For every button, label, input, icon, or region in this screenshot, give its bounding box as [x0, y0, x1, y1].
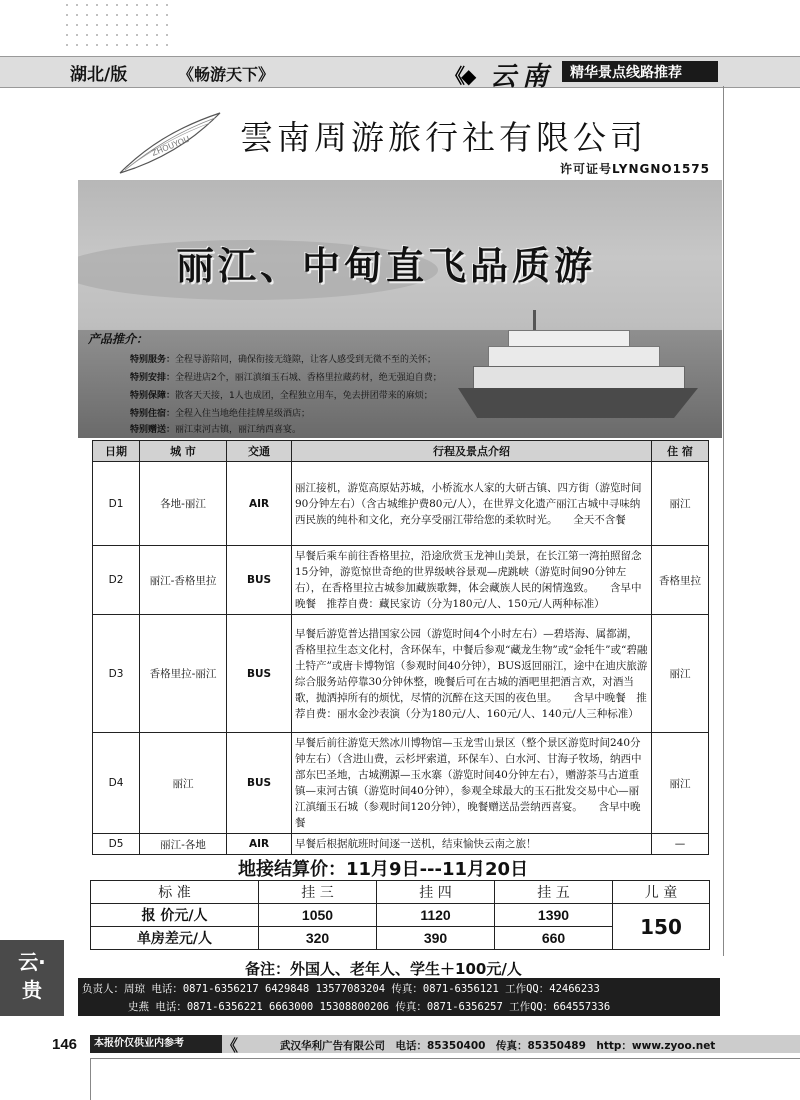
col-header-day: 日期: [93, 441, 140, 462]
table-row: [93, 615, 709, 733]
photo-banner: [78, 180, 722, 438]
transport-cell: BUS: [227, 733, 292, 834]
transport-cell: AIR: [227, 834, 292, 855]
price-header: 儿 童: [613, 881, 710, 904]
col-header-city: 城 市: [140, 441, 227, 462]
desc-cell: 早餐后游览普达措国家公园（游览时间4个小时左右）—碧塔海、属都湖，香格里拉生态文化村，含环保车，中餐后参观“藏龙生物”或“金牦牛”或“碧融土特产”或唐卡博物馆（参观时间40分钟），BUS返回丽江，途中在迪庆旅游综合服务站停靠30分钟休整，晚餐后可在古城的酒吧里把酒言欢，对酒当歌，抛洒掉所有的烦忧，尽情的沉醉在这天国的夜色里。 含早中晚餐 推荐自费：丽水金沙表演（分为180元/人、160元/人、140元/人三种标准）: [292, 615, 652, 733]
arrow-icon: 《◆: [445, 64, 473, 88]
stay-cell: 丽江: [652, 733, 709, 834]
stay-cell: 香格里拉: [652, 546, 709, 615]
col-header-transport: 交通: [227, 441, 292, 462]
side-tab-label: 云·贵: [18, 950, 46, 1002]
intro-title: 产品推介：: [88, 332, 149, 346]
table-row: [93, 834, 709, 855]
contact-line: 负责人：周琼 电话：0871-6356217 6429848 13577083204 传真：0871-6356121 工作QQ：42466233: [82, 983, 600, 995]
price-label: 报 价元/人: [91, 904, 259, 927]
price-value: 1050: [259, 904, 377, 927]
price-value: 660: [495, 927, 613, 950]
city-cell: 丽江-香格里拉: [140, 546, 227, 615]
day-cell: D4: [93, 733, 140, 834]
price-table: [90, 880, 710, 950]
contacts-bar: [78, 978, 720, 1016]
transport-cell: BUS: [227, 615, 292, 733]
region-side-tab: [0, 940, 64, 1016]
city-cell: 香格里拉-丽江: [140, 615, 227, 733]
table-row: [93, 733, 709, 834]
dot-grid: [62, 0, 172, 52]
city-cell: 丽江: [140, 733, 227, 834]
stay-cell: 丽江: [652, 462, 709, 546]
price-value: 320: [259, 927, 377, 950]
stay-cell: 丽江: [652, 615, 709, 733]
price-header: 挂 四: [377, 881, 495, 904]
col-header-stay: 住 宿: [652, 441, 709, 462]
tour-headline: 丽江、中甸直飞品质游: [176, 244, 597, 288]
region-title: 云南: [490, 62, 555, 92]
feature-item: 特别安排：全程进店2个，丽江滇缅玉石城、香格里拉藏药材，绝无强迫自费；: [130, 373, 442, 383]
transport-cell: BUS: [227, 546, 292, 615]
price-value: 1390: [495, 904, 613, 927]
day-cell: D1: [93, 462, 140, 546]
city-cell: 丽江-各地: [140, 834, 227, 855]
footer-agency-info: 武汉华利广告有限公司 电话：85350400 传真：85350489 http：www.zyoo.net: [280, 1040, 716, 1052]
table-row: [93, 546, 709, 615]
price-value: 1120: [377, 904, 495, 927]
itinerary-table: [92, 440, 709, 855]
feature-item: 特别住宿：全程入住当地绝佳挂牌星级酒店；: [130, 409, 311, 419]
chevron-left-icon: 《: [222, 1036, 235, 1055]
transport-cell: AIR: [227, 462, 292, 546]
table-header-row: [93, 441, 709, 462]
day-cell: D5: [93, 834, 140, 855]
boat-hull: [458, 388, 698, 418]
contact-line: 史燕 电话：0871-6356221 6663000 15308800206 传真：0871-6356257 工作QQ：664557336: [128, 1001, 611, 1013]
price-header: 挂 五: [495, 881, 613, 904]
city-cell: 各地-丽江: [140, 462, 227, 546]
tagline: 精华景点线路推荐: [570, 65, 682, 81]
price-header: 挂 三: [259, 881, 377, 904]
desc-cell: 早餐后根据航班时间逐一送机，结束愉快云南之旅！: [292, 834, 652, 855]
price-label: 单房差元/人: [91, 927, 259, 950]
price-title: 地接结算价：11月9日---11月20日: [238, 859, 529, 880]
logo-text: ZHOUYOU: [150, 134, 192, 158]
child-price: 150: [613, 904, 710, 950]
divider: [90, 1058, 800, 1059]
price-header-row: [91, 881, 710, 904]
page-number: 146: [52, 1036, 78, 1053]
desc-cell: 丽江接机，游览高原姑苏城，小桥流水人家的大研古镇、四方街（游览时间90分钟左右）（含古城维护费80元/人），在世界文化遗产丽江古城中寻味纳西民族的纯朴和文化，充分享受丽江带给您的柔软时光。 全天不含餐: [292, 462, 652, 546]
price-header: 标 准: [91, 881, 259, 904]
feature-item: 特别服务：全程导游陪同，确保衔接无缝隙，让客人感受到无微不至的关怀；: [130, 355, 437, 365]
desc-cell: 早餐后乘车前往香格里拉，沿途欣赏玉龙神山美景，在长江第一湾拍照留念15分钟，游览惊世奇绝的世界级峡谷景观—虎跳峡（游览时间90分钟左右），在香格里拉古城参加藏族歌舞，体会藏族人民的闲情逸致。 含早中晚餐 推荐自费：藏民家访（分为180元/人、150元/人两种标准）: [292, 546, 652, 615]
company-name: 雲南周游旅行社有限公司: [240, 118, 647, 157]
footer-disclaimer: 本报价仅供业内参考: [90, 1035, 222, 1053]
day-cell: D2: [93, 546, 140, 615]
desc-cell: 早餐后前往游览天然冰川博物馆—玉龙雪山景区（整个景区游览时间240分钟左右）（含进山费，云杉坪索道，环保车）、白水河、甘海子牧场，纳西中部东巴圣地，古城溯源—玉水寨（游览时间40分钟左右），赠游茶马古道重镇—束河古镇（游览时间40分钟），参观全球最大的玉石批发交易中心—丽江滇缅玉石城（参观时间120分钟），晚餐赠送品尝纳西喜宴。 含早中晚餐: [292, 733, 652, 834]
stay-cell: —: [652, 834, 709, 855]
divider: [723, 86, 724, 956]
table-row: [93, 462, 709, 546]
divider: [90, 1058, 91, 1100]
price-value: 390: [377, 927, 495, 950]
license-number: 许可证号LYNGNO1575: [560, 162, 711, 176]
edition-label: 湖北/版: [70, 65, 128, 85]
col-header-desc: 行程及景点介绍: [292, 441, 652, 462]
feature-item: 特别保障：散客天天接，1人也成团，全程独立用车，免去拼团带来的麻烦；: [130, 391, 433, 401]
feature-item: 特别赠送：丽江束河古镇，丽江纳西喜宴。: [130, 425, 302, 435]
price-note: 备注：外国人、老年人、学生＋100元/人: [245, 960, 522, 978]
day-cell: D3: [93, 615, 140, 733]
feather-logo-icon: [115, 108, 225, 178]
magazine-title: 《畅游天下》: [178, 65, 275, 84]
boat-mast: [533, 310, 536, 332]
price-row: [91, 904, 710, 927]
